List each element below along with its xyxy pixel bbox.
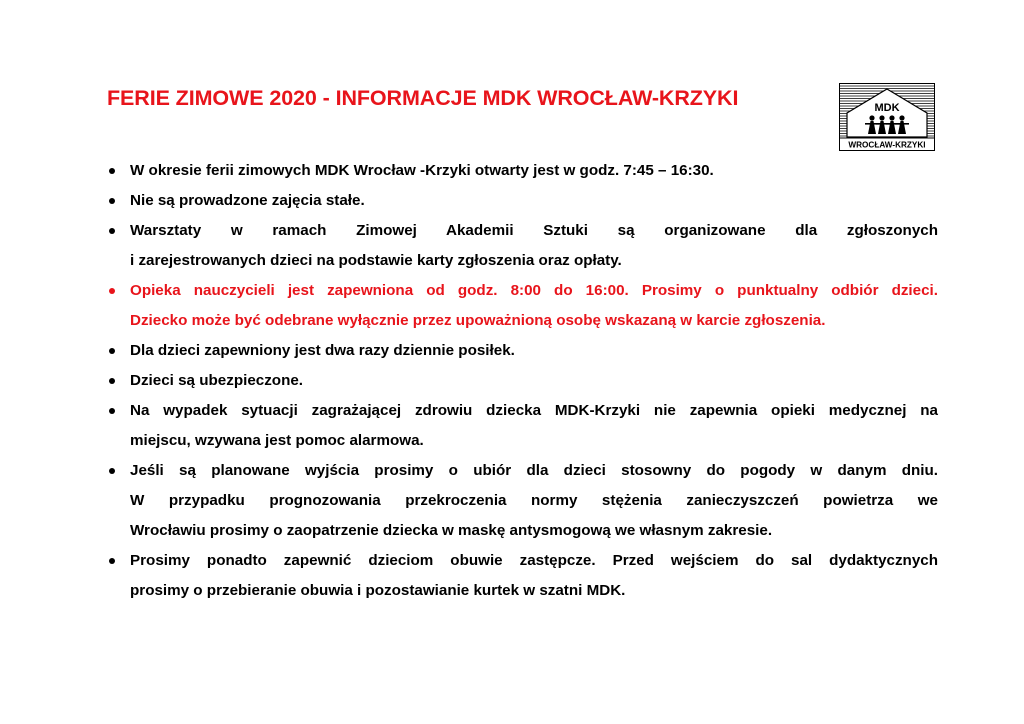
bullet-line: Wrocławiu prosimy o zaopatrzenie dziecka w maskę antysmogową we własnym zakresie. <box>130 522 773 539</box>
logo-bottom-text: WROCŁAW-KRZYKI <box>848 140 926 150</box>
bullet-item <box>107 366 938 396</box>
bullet-line: W przypadku prognozowania przekroczenia normy stężenia zanieczyszczeń powietrza we <box>130 492 938 509</box>
bullet-line: Na wypadek sytuacji zagrażającej zdrowiu dziecka MDK-Krzyki nie zapewnia opieki medycznej na <box>130 402 938 419</box>
bullet-line: W okresie ferii zimowych MDK Wrocław -Krzyki otwarty jest w godz. 7:45 – 16:30. <box>130 162 714 179</box>
mdk-logo-graphic <box>839 83 935 151</box>
bullet-item <box>107 546 938 606</box>
logo-top-text: MDK <box>874 102 900 114</box>
bullet-item <box>107 156 938 186</box>
bullet-line: Jeśli są planowane wyjścia prosimy o ubiór dla dzieci stosowny do pogody w danym dniu. <box>130 462 938 479</box>
bullet-line: Dziecko może być odebrane wyłącznie przez upoważnioną osobę wskazaną w karcie zgłoszenia. <box>130 312 826 329</box>
bullet-line: Prosimy ponadto zapewnić dzieciom obuwie zastępcze. Przed wejściem do sal dydaktycznych <box>130 552 938 569</box>
bullet-item <box>107 216 938 276</box>
bullet-dot-icon <box>109 228 115 234</box>
mdk-logo <box>839 83 935 151</box>
bullet-item <box>107 456 938 546</box>
bullet-item <box>107 336 938 366</box>
bullet-line: miejscu, wzywana jest pomoc alarmowa. <box>130 432 424 449</box>
bullet-dot-icon <box>109 558 115 564</box>
bullet-line: prosimy o przebieranie obuwia i pozostawianie kurtek w szatni MDK. <box>130 582 626 599</box>
bullet-dot-icon <box>109 168 115 174</box>
bullet-line: i zarejestrowanych dzieci na podstawie karty zgłoszenia oraz opłaty. <box>130 252 622 269</box>
info-bullet-list <box>107 156 938 606</box>
bullet-item <box>107 186 938 216</box>
bullet-item <box>107 396 938 456</box>
bullet-dot-icon <box>109 468 115 474</box>
bullet-line: Warsztaty w ramach Zimowej Akademii Sztuki są organizowane dla zgłoszonych <box>130 222 938 239</box>
bullet-item <box>107 276 938 336</box>
document-title: FERIE ZIMOWE 2020 - INFORMACJE MDK WROCŁAW-KRZYKI <box>107 86 739 110</box>
bullet-dot-icon <box>109 408 115 414</box>
bullet-line: Dla dzieci zapewniony jest dwa razy dziennie posiłek. <box>130 342 515 359</box>
bullet-dot-icon <box>109 288 115 294</box>
bullet-dot-icon <box>109 198 115 204</box>
bullet-line: Opieka nauczycieli jest zapewniona od godz. 8:00 do 16:00. Prosimy o punktualny odbiór dzieci. <box>130 282 938 299</box>
bullet-line: Nie są prowadzone zajęcia stałe. <box>130 192 365 209</box>
bullet-line: Dzieci są ubezpieczone. <box>130 372 304 389</box>
bullet-dot-icon <box>109 348 115 354</box>
bullet-dot-icon <box>109 378 115 384</box>
